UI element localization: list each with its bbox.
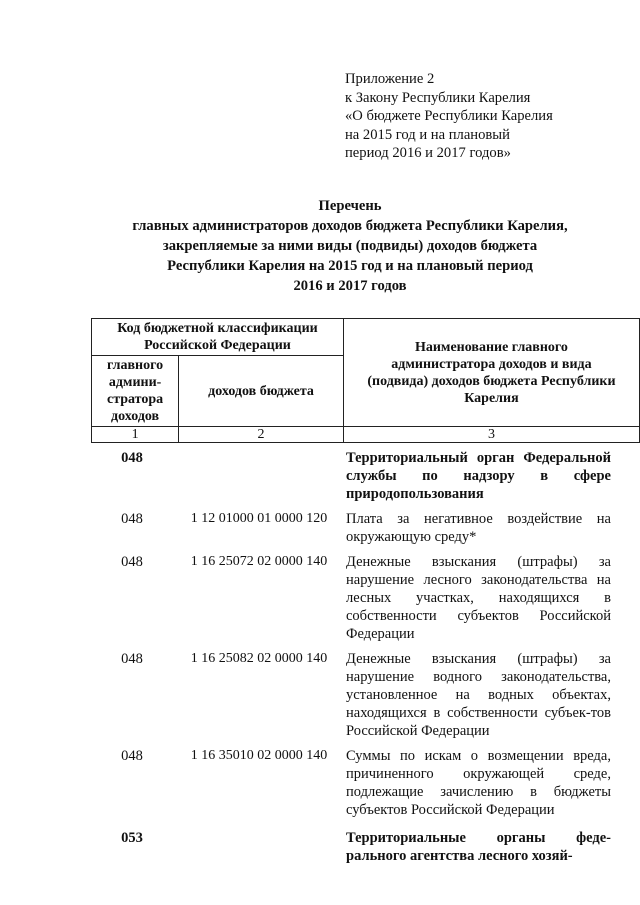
revenue-code [173, 449, 342, 503]
revenue-column-header: доходов бюджета [179, 356, 344, 427]
revenue-name: Денежные взыскания (штрафы) за нарушение лесного законодательства на лесных участках, находящихся в собственности субъектов Российской Федерации [346, 554, 611, 642]
admin-column-header: главного админи-стратора доходов [92, 356, 179, 427]
title-line: главных администраторов доходов бюджета Республики Карелия, [132, 218, 568, 234]
table-row [0, 510, 640, 546]
admin-code: 048 [121, 651, 143, 667]
title-line: Республики Карелия на 2015 год и на плановый период [167, 258, 533, 274]
admin-code: 048 [121, 554, 143, 570]
table-body [0, 449, 640, 872]
table-row [0, 747, 640, 819]
table-row [0, 449, 640, 503]
appendix-line: на 2015 год и на плановый [345, 126, 510, 143]
appendix-line: Приложение 2 [345, 71, 435, 87]
revenue-name: Плата за негативное воздействие на окружающую среду* [346, 511, 611, 545]
revenue-name: Территориальный орган Федеральной службы по надзору в сфере природопользования [346, 450, 611, 502]
appendix-note [345, 70, 553, 163]
revenue-code [173, 829, 342, 865]
column-index-3: 3 [343, 427, 639, 443]
revenue-name: Суммы по искам о возмещении вреда, причиненного окружающей среде, подлежащие зачислению в бюджеты субъектов Российской Федерации [346, 748, 611, 818]
revenue-code: 1 16 25072 02 0000 140 [190, 554, 328, 569]
table-row [0, 650, 640, 740]
column-index-1: 1 [92, 427, 179, 443]
table-header [91, 318, 640, 443]
admin-code: 048 [121, 450, 143, 466]
table-row [0, 553, 640, 643]
revenue-code: 1 16 35010 02 0000 140 [190, 748, 328, 763]
table-row [0, 829, 640, 865]
admin-code: 048 [121, 511, 143, 527]
admin-code: 053 [121, 830, 143, 846]
admin-code: 048 [121, 748, 143, 764]
document-title [60, 196, 640, 296]
title-line: 2016 и 2017 годов [293, 278, 407, 294]
column-index-2: 2 [179, 427, 344, 443]
revenue-name: Денежные взыскания (штрафы) за нарушение водного законодательства, установленное на водных объектах, находящихся в собственности субъек-тов Российской Федерации [346, 651, 611, 739]
name-column-header: Наименование главного администратора доходов и вида (подвида) доходов бюджета Республики Карелия [343, 319, 639, 427]
revenue-code: 1 16 25082 02 0000 140 [190, 651, 328, 666]
title-line: закрепляемые за ними виды (подвиды) доходов бюджета [162, 238, 538, 254]
appendix-line: период 2016 и 2017 годов» [345, 145, 511, 162]
classification-header: Код бюджетной классификации Российской Федерации [92, 319, 344, 356]
title-line: Перечень [318, 198, 382, 214]
revenue-code: 1 12 01000 01 0000 120 [190, 511, 328, 526]
appendix-line: «О бюджете Республики Карелия [345, 108, 553, 125]
appendix-line: к Закону Республики Карелия [345, 89, 531, 106]
revenue-name: Территориальные органы феде-рального агентства лесного хозяй- [346, 830, 611, 864]
